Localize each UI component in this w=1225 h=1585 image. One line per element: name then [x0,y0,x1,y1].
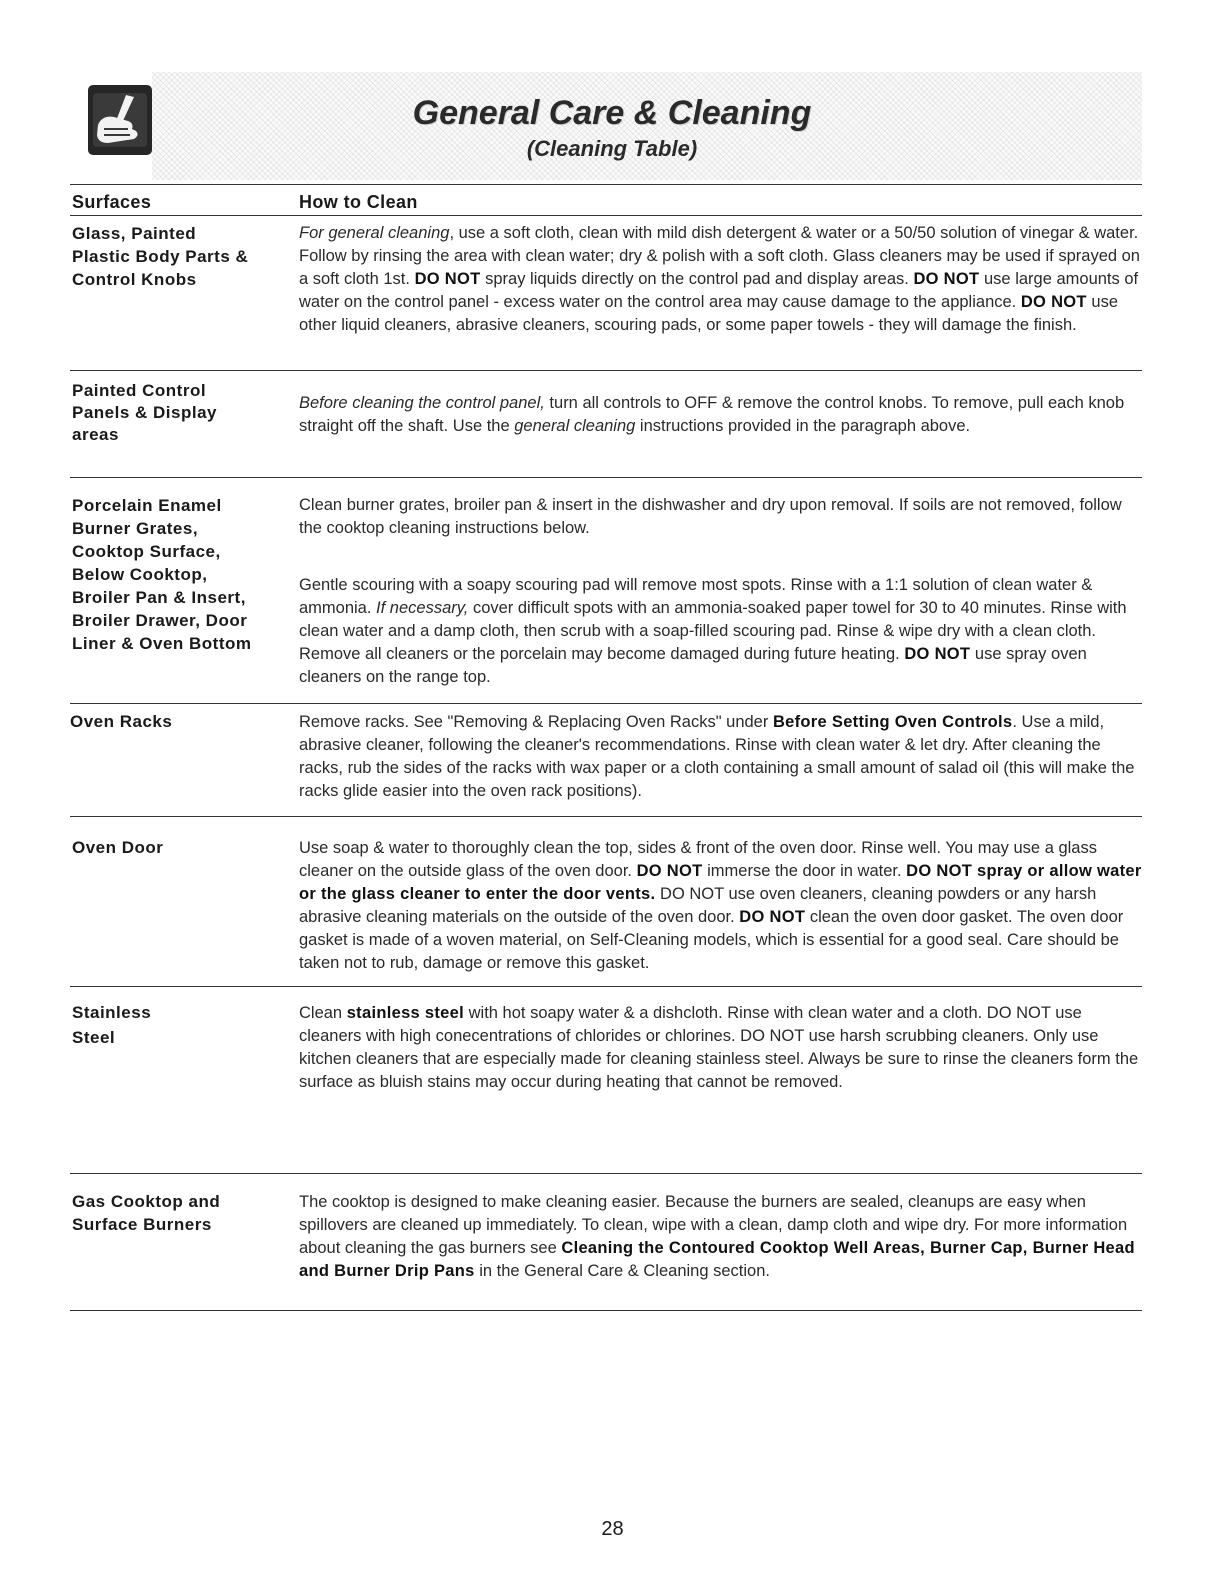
text-run: Gentle scouring with a soapy scouring pad will remove most spots. Rinse with a 1:1 solution of clean water & ammonia. [299,576,1093,617]
bold-text: DO NOT [904,645,971,663]
text-run: The cooktop is designed to make cleaning easier. Because the burners are sealed, cleanups are easy when spillovers are cleaned up immediately. To clean, wipe with a clean, damp cloth and wipe dry. For more information about cleaning the gas burners see [299,1193,1128,1257]
text-run: in the General Care & Cleaning section. [474,1262,770,1280]
text-run: with hot soapy water & a dishcloth. Rinse with clean water and a cloth. DO NOT use cleaners with high conecentrations of chlorides or chlorines. DO NOT use harsh scrubbing cleaners. Only use kitchen cleaners that are especially made for cleaning stainless steel. Always be sure to rinse the cleaners form the surface as bluish stains may occur during heating that cannot be removed. [299,1004,1139,1091]
instruction-paragraph [299,574,1142,689]
bold-text: DO NOT [913,270,980,288]
surface-name [70,710,285,733]
surface-line: Below Cooktop, [72,565,208,584]
cleaning-instructions [299,711,1142,803]
bold-text: DO NOT spray or allow water or the glass cleaner to enter the door vents. [299,862,1142,903]
surface-name [72,494,287,655]
text-run: use other liquid cleaners, abrasive cleaners, scouring pads, or some paper towels - they will damage the finish. [299,293,1118,334]
text-run: Clean burner grates, broiler pan & insert in the dishwasher and dry upon removal. If soils are not removed, follow the cooktop cleaning instructions below. [299,496,1122,537]
page-number: 28 [601,1518,624,1540]
instruction-paragraph [299,711,1142,803]
italic-text: Before cleaning the control panel, [299,394,545,412]
surface-line: Plastic Body Parts & [72,247,249,266]
text-run: DO NOT use oven cleaners, cleaning powders or any harsh abrasive cleaning materials on the outside of the oven door. [299,885,1097,926]
cleaning-instructions [299,1002,1142,1094]
cleaning-instructions [299,574,1142,689]
bold-text: Before Setting Oven Controls [772,713,1013,731]
surface-name [72,380,287,446]
text-run: use large amounts of water on the control panel - excess water on the control area may cause damage to the appliance. [299,270,1139,311]
italic-text: For general cleaning [299,224,450,242]
surface-line: Panels & Display [72,403,218,422]
table-row-rule [70,1173,1142,1174]
text-run: instructions provided in the paragraph above. [635,417,971,435]
surface-line: Surface Burners [72,1215,212,1234]
italic-text: general cleaning [514,417,636,435]
bold-text: DO NOT [1020,293,1087,311]
text-run: immerse the door in water. [702,862,907,880]
surface-name [72,836,287,859]
text-run: Clean [299,1004,347,1022]
table-bottom-rule [70,1310,1142,1311]
instruction-paragraph [299,1002,1142,1094]
page-title: General Care & Cleaning [412,94,812,132]
instruction-paragraph [299,222,1142,337]
table-row-rule [70,477,1142,478]
surface-line: Steel [72,1028,116,1047]
surface-line: Broiler Pan & Insert, [72,588,246,607]
surface-line: Oven Racks [70,712,173,731]
column-header-how-to-clean: How to Clean [299,192,418,212]
surface-line: Broiler Drawer, Door [72,611,248,630]
page-header [82,72,1142,184]
text-run: cover difficult spots with an ammonia-soaked paper towel for 30 to 40 minutes. Rinse with clean water and a damp cloth, then scrub with a soap-filled scouring pad. Rinse & wipe dry with a clean cloth. Remove all cleaners or the porcelain may become damaged during future heating. [299,599,1127,663]
table-row-rule [70,370,1142,371]
bold-text: DO NOT [636,862,703,880]
bold-text: DO NOT [414,270,481,288]
surface-name [72,222,287,291]
surface-line: Porcelain Enamel [72,496,222,515]
instruction-paragraph [299,494,1142,540]
text-run: clean the oven door gasket. The oven door gasket is made of a woven material, on Self-Cleaning models, which is essential for a good seal. Care should be taken not to rub, damage or remove this gasket. [299,908,1124,972]
surface-name [72,1190,287,1236]
cleaning-instructions [299,1191,1142,1283]
text-run: use spray oven cleaners on the range top. [299,645,1087,686]
column-header-surfaces: Surfaces [72,192,152,212]
surface-line: Stainless [72,1003,152,1022]
surface-line: Burner Grates, [72,519,199,538]
bold-text: stainless steel [346,1004,465,1022]
instruction-paragraph [299,1191,1142,1283]
bold-text: Cleaning the Contoured Cooktop Well Areas, Burner Cap, Burner Head and Burner Drip Pans [299,1239,1135,1280]
surface-line: Oven Door [72,838,164,857]
surface-line: Cooktop Surface, [72,542,221,561]
table-header-rule [70,215,1142,216]
surface-line: Gas Cooktop and [72,1192,221,1211]
text-run: Use soap & water to thoroughly clean the top, sides & front of the oven door. Rinse well. You may use a glass cleaner on the outside glass of the oven door. [299,839,1097,880]
table-row-rule [70,986,1142,987]
text-run: , use a soft cloth, clean with mild dish detergent & water or a 50/50 solution of vinegar & water. Follow by rinsing the area with clean water; dry & polish with a soft cloth. Glass cleaners may be used if sprayed on a soft cloth 1st. [299,224,1140,288]
text-run: turn all controls to OFF & remove the control knobs. To remove, pull each knob straight off the shaft. Use the [299,394,1125,435]
surface-line: areas [72,425,119,444]
italic-text: If necessary, [376,599,469,617]
page-subtitle: (Cleaning Table) [526,136,698,161]
surface-line: Glass, Painted [72,224,197,243]
bold-text: DO NOT [739,908,806,926]
cleaning-instructions [299,494,1142,540]
text-run: spray liquids directly on the control pad and display areas. [480,270,914,288]
cleaning-instructions [299,222,1142,337]
table-row-rule [70,703,1142,704]
instruction-paragraph [299,837,1142,975]
cleaning-instructions [299,837,1142,975]
text-run: Remove racks. See "Removing & Replacing Oven Racks" under [299,713,773,731]
instruction-paragraph [299,392,1142,438]
surface-name [72,1000,287,1050]
table-top-rule [70,184,1142,185]
text-run: . Use a mild, abrasive cleaner, following the cleaner's recommendations. Rinse with clean water & let dry. After cleaning the racks, rub the sides of the racks with wax paper or a cloth containing a small amount of salad oil (this will make the racks glide easier into the oven rack positions). [299,713,1135,800]
surface-line: Painted Control [72,381,207,400]
surface-line: Control Knobs [72,270,197,289]
table-row-rule [70,816,1142,817]
cleaning-instructions [299,392,1142,438]
surface-line: Liner & Oven Bottom [72,634,252,653]
